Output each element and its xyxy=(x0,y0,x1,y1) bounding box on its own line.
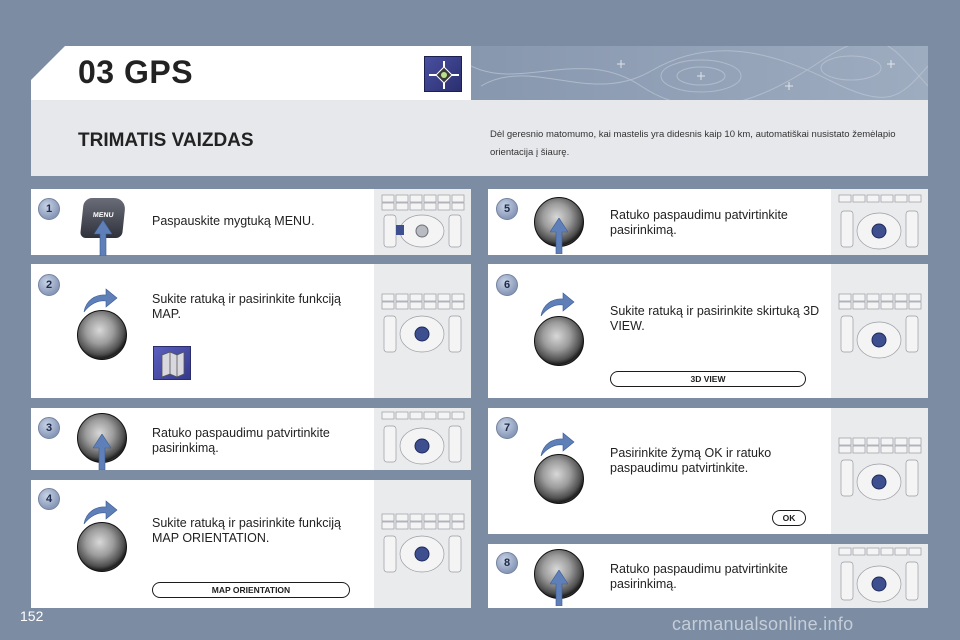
step-5-control-panel xyxy=(831,189,928,255)
step-1-badge: 1 xyxy=(38,198,60,220)
step-5-badge: 5 xyxy=(496,198,518,220)
press-arrow-icon xyxy=(550,218,568,254)
dial-knob-icon xyxy=(77,522,127,572)
step-7-badge: 7 xyxy=(496,417,518,439)
step-8-badge: 8 xyxy=(496,552,518,574)
press-arrow-icon xyxy=(93,434,111,470)
step-8-text: Ratuko paspaudimu patvirtinkite pasirinkimą. xyxy=(610,562,788,591)
3d-view-label: 3D VIEW xyxy=(610,371,806,387)
step-2-badge: 2 xyxy=(38,274,60,296)
gps-crosshair-icon xyxy=(424,56,462,92)
step-7-text: Pasirinkite žymą OK ir ratuko paspaudimu patvirtinkite. xyxy=(610,446,772,475)
step-6-control-panel xyxy=(831,264,928,398)
step-2-text: Sukite ratuką ir pasirinkite funkciją MAP. xyxy=(152,292,341,321)
watermark: carmanualsonline.info xyxy=(672,614,854,634)
step-5-text: Ratuko paspaudimu patvirtinkite pasirinkimą. xyxy=(610,208,788,237)
step-3-control-panel xyxy=(374,408,471,470)
dial-knob-icon xyxy=(534,454,584,504)
page-title: 03 GPS xyxy=(78,54,194,90)
page-number: 152 xyxy=(20,608,44,624)
dial-knob-icon xyxy=(534,316,584,366)
map-function-icon xyxy=(153,346,191,380)
step-6-text: Sukite ratuką ir pasirinkite skirtuką 3D VIEW. xyxy=(610,304,820,333)
rotate-arrow-icon xyxy=(539,292,575,318)
press-arrow-icon xyxy=(550,570,568,606)
dial-knob-icon xyxy=(77,310,127,360)
step-1-text: Paspauskite mygtuką MENU. xyxy=(152,214,315,228)
step-1-control-panel xyxy=(374,189,471,255)
menu-button-icon: MENU xyxy=(80,198,126,238)
step-4-text: Sukite ratuką ir pasirinkite funkciją MAP ORIENTATION. xyxy=(152,516,341,545)
step-7-control-panel xyxy=(831,408,928,534)
map-orientation-label: MAP ORIENTATION xyxy=(152,582,350,598)
step-4-badge: 4 xyxy=(38,488,60,510)
press-arrow-icon xyxy=(94,220,112,256)
step-2-control-panel xyxy=(374,264,471,398)
step-8-control-panel xyxy=(831,544,928,608)
section-title: TRIMATIS VAIZDAS xyxy=(78,130,254,151)
step-6-badge: 6 xyxy=(496,274,518,296)
step-4-control-panel xyxy=(374,480,471,608)
ok-label: OK xyxy=(772,510,806,526)
section-description: Dėl geresnio matomumo, kai mastelis yra didesnis kaip 10 km, automatiškai nusistato žemėlapio orientacija į šiaurę. xyxy=(490,129,896,158)
step-3-badge: 3 xyxy=(38,417,60,439)
step-3-text: Ratuko paspaudimu patvirtinkite pasirinkimą. xyxy=(152,426,330,455)
header-map-banner xyxy=(471,46,928,100)
